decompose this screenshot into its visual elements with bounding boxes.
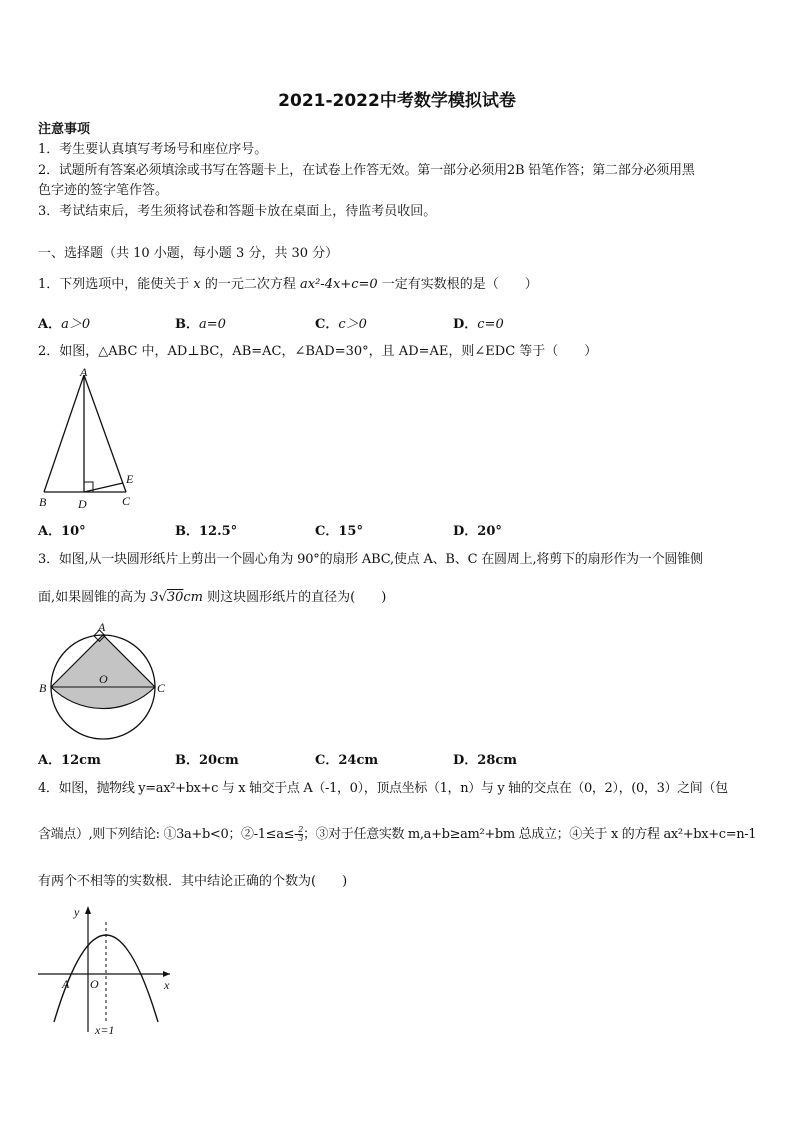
option-letter: A．: [38, 317, 62, 332]
option-text: 12cm: [61, 753, 101, 768]
q3-height: 3√30cm: [150, 590, 203, 605]
option-letter: C．: [315, 317, 339, 332]
q4-line2-a: 含端点）,则下列结论: ①3a+b<0；②-1≤a≤-: [38, 827, 299, 842]
option-text: 20°: [477, 524, 502, 539]
option-letter: A．: [38, 524, 62, 539]
q2-option-b[interactable]: [175, 520, 237, 539]
notice-item: 色字迹的签字笔作答。: [38, 183, 169, 198]
label-e: E: [126, 472, 134, 486]
question-1-stem: [38, 276, 538, 294]
page-title: 2021-2022中考数学模拟试卷: [278, 91, 516, 111]
option-text: 10°: [61, 524, 86, 539]
option-text: c=0: [477, 317, 504, 332]
height-unit: cm: [183, 590, 203, 605]
option-letter: D．: [453, 524, 478, 539]
option-letter: A．: [38, 753, 62, 768]
label-axis: x=1: [95, 1023, 115, 1037]
q3-line2-pre: 面,如果圆锥的高为: [38, 590, 151, 605]
label-a: A: [62, 977, 70, 991]
q2-option-c[interactable]: [315, 520, 363, 539]
q3-option-c[interactable]: [315, 749, 378, 768]
label-c: C: [122, 494, 131, 508]
label-x: x: [164, 978, 170, 992]
frac-den: 3: [298, 834, 303, 843]
label-a: A: [98, 620, 106, 634]
q1-option-b[interactable]: [175, 313, 226, 332]
q3-option-b[interactable]: [175, 749, 239, 768]
height-coef: 3: [150, 590, 159, 605]
label-y: y: [74, 905, 80, 919]
option-text: 24cm: [338, 753, 379, 768]
option-letter: C．: [315, 524, 339, 539]
option-text: 20cm: [199, 753, 239, 768]
option-text: c＞0: [338, 317, 367, 332]
q2-triangle-figure: [30, 366, 145, 512]
q1-stem-post: 一定有实数根的是（ ）: [377, 277, 538, 292]
question-3-line1: 3．如图,从一块圆形纸片上剪出一个圆心角为 90°的扇形 ABC,使点 A、B、C 在圆周上,将剪下的扇形作为一个圆锥侧: [38, 552, 703, 567]
q1-stem-mid: 的一元二次方程: [200, 277, 301, 292]
label-o: O: [99, 672, 108, 686]
option-letter: B．: [175, 524, 199, 539]
option-letter: D．: [453, 753, 478, 768]
label-d: D: [78, 497, 87, 511]
question-4-line3: 有两个不相等的实数根．其中结论正确的个数为( ): [38, 874, 348, 889]
question-3-line2: [38, 589, 386, 607]
option-text: 15°: [338, 524, 363, 539]
q3-line2-post: 则这块圆形纸片的直径为( ): [203, 590, 387, 605]
label-b: B: [39, 681, 47, 695]
q4-parabola-figure: [36, 900, 176, 1038]
question-4-line2: [38, 826, 756, 844]
q1-equation: ax²-4x+c=0: [300, 277, 378, 292]
notice-item: 3．考试结束后，考生须将试卷和答题卡放在桌面上，待监考员收回。: [38, 204, 437, 219]
q1-option-d[interactable]: [453, 313, 504, 332]
label-a: A: [80, 366, 88, 379]
q3-option-a[interactable]: [38, 749, 101, 768]
option-text: a=0: [199, 317, 226, 332]
option-text: 28cm: [477, 753, 518, 768]
frac-num: 2: [298, 825, 303, 834]
notice-item: 1．考生要认真填写考场号和座位序号。: [38, 142, 268, 157]
height-radicand: 30: [166, 590, 184, 605]
question-4-line1: 4．如图，抛物线 y=ax²+bx+c 与 x 轴交于点 A（-1，0），顶点坐标（1，n）与 y 轴的交点在（0，2），(0，3）之间（包: [38, 781, 728, 796]
q4-line2-b: ；③对于任意实数 m,a+b≥am²+bm 总成立；④关于 x 的方程 ax²+bx+c=n-1: [302, 827, 757, 842]
notice-item: 2．试题所有答案必须填涂或书写在答题卡上，在试卷上作答无效。第一部分必须用2B 铅笔作答；第二部分必须用黑: [38, 163, 695, 178]
label-c: C: [157, 681, 166, 695]
q1-stem-pre: 1．下列选项中，能使关于: [38, 277, 194, 292]
q3-circle-figure: [36, 620, 171, 742]
option-text: a＞0: [61, 317, 91, 332]
q3-option-d[interactable]: [453, 749, 517, 768]
q2-option-a[interactable]: [38, 520, 86, 539]
label-b: B: [39, 495, 47, 509]
option-letter: C．: [315, 753, 339, 768]
section-heading: 一、选择题（共 10 小题，每小题 3 分，共 30 分）: [38, 246, 339, 261]
q1-option-a[interactable]: [38, 313, 90, 332]
option-letter: B．: [175, 753, 199, 768]
label-o: O: [90, 977, 99, 991]
q1-var: x: [193, 277, 201, 292]
option-letter: B．: [175, 317, 199, 332]
q1-option-c[interactable]: [315, 313, 367, 332]
option-letter: D．: [453, 317, 478, 332]
question-2-stem: 2．如图，△ABC 中，AD⊥BC，AB=AC，∠BAD=30°，且 AD=AE，则∠EDC 等于（ ）: [38, 344, 598, 359]
option-text: 12.5°: [199, 524, 238, 539]
q2-option-d[interactable]: [453, 520, 502, 539]
notice-heading: 注意事项: [38, 122, 91, 137]
